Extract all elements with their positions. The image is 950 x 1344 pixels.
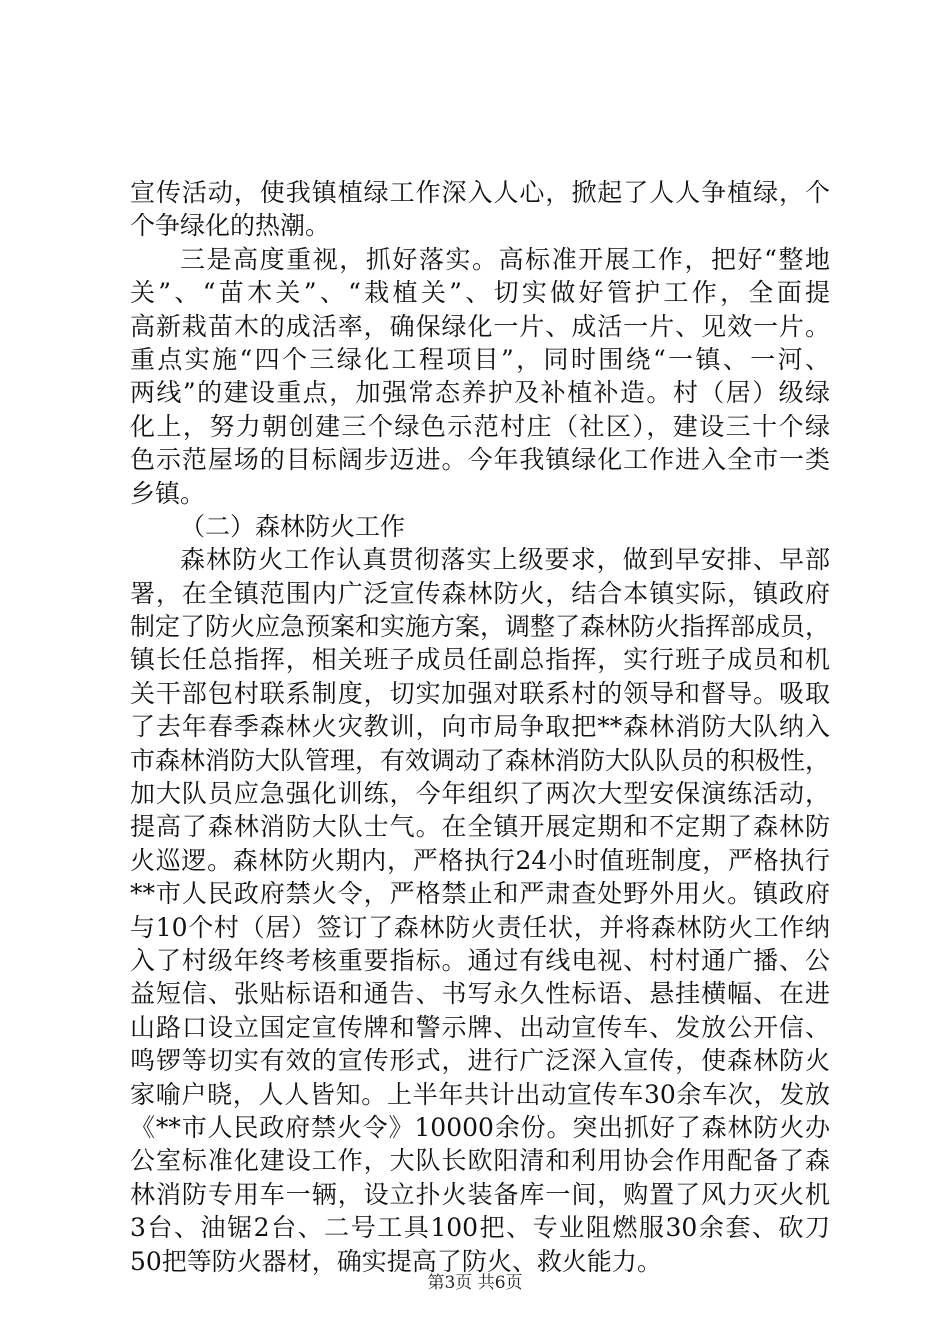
- text-line: 镇长任总指挥，相关班子成员任副总指挥，实行班子成员和机: [130, 645, 830, 675]
- text-line: 加大队员应急强化训练，今年组织了两次大型安保演练活动，: [130, 779, 830, 809]
- text-line: （二）森林防火工作: [180, 511, 406, 541]
- text-line: 森林防火工作认真贯彻落实上级要求，做到早安排、早部: [180, 545, 830, 575]
- text-line: 50把等防火器材，确实提高了防火、救火能力。: [130, 1246, 662, 1276]
- page-footer: 第3页 共6页: [427, 1273, 523, 1293]
- text-line: 关”、“苗木关”、“栽植关”、切实做好管护工作，全面提: [130, 278, 830, 308]
- paragraph: [130, 543, 830, 1278]
- paragraph: [130, 176, 830, 243]
- text-line: 市森林消防大队管理，有效调动了森林消防大队队员的积极性，: [130, 745, 830, 775]
- text-line: 两线”的建设重点，加强常态养护及补植补造。村（居）级绿: [130, 378, 830, 408]
- text-line: 《**市人民政府禁火令》10000余份。突出抓好了森林防火办: [130, 1112, 830, 1142]
- text-line: 高新栽苗木的成活率，确保绿化一片、成活一片、见效一片。: [130, 311, 830, 341]
- text-line: 林消防专用车一辆，设立扑火装备库一间，购置了风力灭火机: [130, 1179, 830, 1209]
- text-line: 益短信、张贴标语和通告、书写永久性标语、悬挂横幅、在进: [130, 979, 830, 1009]
- text-line: 3台、油锯2台、二号工具100把、专业阻燃服30余套、砍刀: [130, 1213, 830, 1243]
- text-line: 关干部包村联系制度，切实加强对联系村的领导和督导。吸取: [130, 678, 830, 708]
- text-line: 火巡逻。森林防火期内，严格执行24小时值班制度，严格执行: [130, 845, 830, 875]
- text-line: 乡镇。: [130, 478, 206, 508]
- text-line: 个争绿化的热潮。: [130, 211, 331, 241]
- text-line: 色示范屋场的目标阔步迈进。今年我镇绿化工作进入全市一类: [130, 445, 830, 475]
- text-line: 入了村级年终考核重要指标。通过有线电视、村村通广播、公: [130, 945, 830, 975]
- text-line: 化上，努力朝创建三个绿色示范村庄（社区），建设三十个绿: [130, 411, 830, 441]
- text-line: 与10个村（居）签订了森林防火责任状，并将森林防火工作纳: [130, 912, 830, 942]
- text-line: 制定了防火应急预案和实施方案，调整了森林防火指挥部成员，: [130, 612, 830, 642]
- text-line: 署，在全镇范围内广泛宣传森林防火，结合本镇实际，镇政府: [130, 578, 830, 608]
- document-body: [130, 176, 830, 1278]
- paragraph: [130, 243, 830, 510]
- text-line: 提高了森林消防大队士气。在全镇开展定期和不定期了森林防: [130, 812, 830, 842]
- text-line: **市人民政府禁火令，严格禁止和严肃查处野外用火。镇政府: [130, 879, 830, 909]
- text-line: 家喻户晓，人人皆知。上半年共计出动宣传车30余车次，发放: [130, 1079, 830, 1109]
- text-line: 公室标准化建设工作，大队长欧阳清和利用协会作用配备了森: [130, 1146, 830, 1176]
- text-line: 了去年春季森林火灾教训，向市局争取把**森林消防大队纳入: [130, 712, 830, 742]
- text-line: 山路口设立国定宣传牌和警示牌、出动宣传车、发放公开信、: [130, 1012, 830, 1042]
- text-line: 三是高度重视，抓好落实。高标准开展工作，把好“整地: [180, 244, 830, 274]
- text-line: 宣传活动，使我镇植绿工作深入人心，掀起了人人争植绿，个: [130, 178, 830, 207]
- text-line: 鸣锣等切实有效的宣传形式，进行广泛深入宣传，使森林防火: [130, 1046, 830, 1076]
- section-heading: [130, 510, 830, 543]
- text-line: 重点实施“四个三绿化工程项目”，同时围绕“一镇、一河、: [130, 344, 830, 374]
